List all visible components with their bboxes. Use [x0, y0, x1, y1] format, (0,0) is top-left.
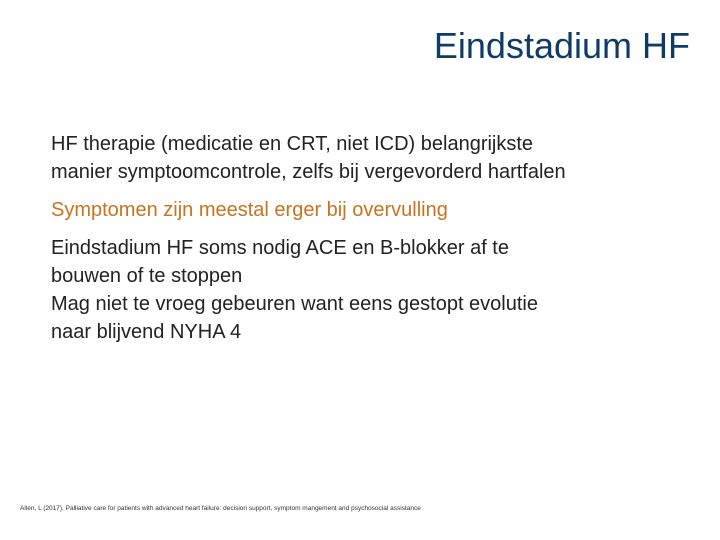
reference-footnote: Allen, L (2017). Palliative care for patients with advanced heart failure: decision support, symptom mangement and psychosocial assistance — [20, 505, 421, 512]
slide-body — [51, 130, 711, 346]
paragraph-line: naar blijvend NYHA 4 — [51, 321, 242, 343]
paragraph-line: HF therapie (medicatie en CRT, niet ICD) belangrijkste — [51, 133, 534, 155]
paragraph-symptoms-overfilling — [51, 196, 711, 224]
paragraph-line: bouwen of te stoppen — [51, 265, 243, 287]
slide-title: Eindstadium HF — [433, 25, 690, 66]
paragraph-line: Symptomen zijn meestal erger bij overvulling — [51, 199, 448, 221]
paragraph-line: manier symptoomcontrole, zelfs bij vergevorderd hartfalen — [51, 161, 566, 183]
paragraph-line: Eindstadium HF soms nodig ACE en B-blokker af te — [51, 237, 509, 259]
paragraph-hf-therapy — [51, 130, 711, 186]
paragraph-end-stage-medication — [51, 234, 711, 346]
paragraph-line: Mag niet te vroeg gebeuren want eens gestopt evolutie — [51, 293, 538, 315]
